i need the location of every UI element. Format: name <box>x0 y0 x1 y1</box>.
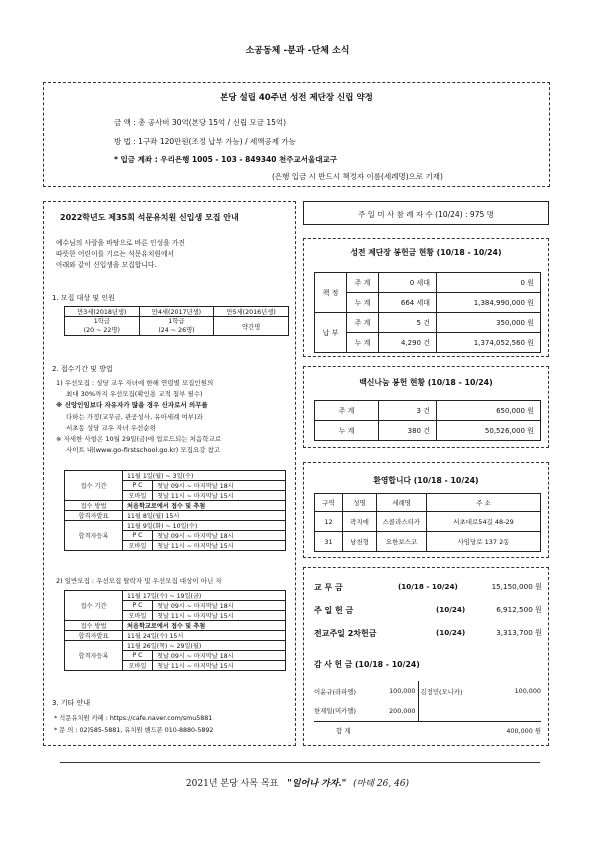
table-cell: 처음학교로에서 접수 및 추첨 <box>123 501 286 511</box>
table-header: 성명 <box>343 494 377 512</box>
kindergarten-box <box>43 201 296 746</box>
table-cell: 50,526,000 원 <box>437 421 541 441</box>
table-cell: 합격자발표 <box>65 631 123 641</box>
table-cell: 11월 1일(월) ~ 3일(수) <box>123 471 286 481</box>
table-cell: P C <box>123 601 153 611</box>
intro-line: 예수님의 사랑을 바탕으로 바른 인성을 가진 <box>56 239 185 247</box>
table-cell: 곽지애 <box>343 512 377 532</box>
footer <box>0 776 595 789</box>
footer-ref: (마태 26, 46) <box>353 779 410 789</box>
pledge-amount: 금 액 : 총 공사비 30억(본당 15억 / 신립 모금 15억) <box>114 118 287 127</box>
thanks-table <box>314 681 541 739</box>
offering-period: (10/24) <box>436 628 466 637</box>
total-amount: 400,000 원 <box>506 726 541 735</box>
general-recruit: 2) 일반모집 : 우선모집 탈락자 및 우선모집 대상이 아닌 자 <box>56 577 222 585</box>
offering-amount: 6,912,500 원 <box>496 605 542 614</box>
table-cell: 380 건 <box>379 421 437 441</box>
intro-line: 아래와 같이 신입생을 모집합니다. <box>56 261 157 269</box>
welcome-title: 환영합니다 (10/18 - 10/24) <box>373 476 479 485</box>
group-label: 책 정 <box>315 273 347 313</box>
welcome-box <box>303 462 549 558</box>
table-header: 만5세(2016년생) <box>214 307 289 317</box>
offering-label: 전교주일 2차헌금 <box>314 629 377 638</box>
table-cell: 요한보스코 <box>377 532 427 552</box>
footer-text: 2021년 본당 사목 목표 <box>185 779 279 789</box>
table-cell: P C <box>123 481 153 491</box>
offering-period: (10/24) <box>436 605 466 614</box>
table-cell: 약간명 <box>214 317 289 336</box>
contact-info: * 문 의 : 02)585-5881, 유치원 핸드폰 010-8880-5892 <box>54 727 214 734</box>
table-header: 만4세(2017년생) <box>139 307 214 317</box>
footer-divider <box>60 762 540 763</box>
pledge-box <box>43 82 550 187</box>
table-cell: 서초대로54길 48-29 <box>427 512 541 532</box>
footer-quote: "일어나 가자." <box>287 779 347 789</box>
table-cell: 31 <box>315 532 343 552</box>
offering-amount: 3,313,700 원 <box>496 628 542 637</box>
table-cell: 첫날 09시 ~ 마지막날 18시 <box>153 651 286 661</box>
table-header: 구역 <box>315 494 343 512</box>
table-cell: 첫날 11시 ~ 마지막날 15시 <box>153 541 286 551</box>
table-cell: 합격자등록 <box>65 641 123 671</box>
text-line: 서초동 성당 교우 자녀 우선순위 <box>66 423 156 432</box>
table-cell: 누 계 <box>347 333 379 353</box>
donor-name <box>418 701 484 721</box>
kinder-title: 2022학년도 제35회 석문유치원 신입생 모집 안내 <box>60 213 239 222</box>
pledge-account: * 입금 계좌 : 우리은행 1005 - 103 - 849340 천주교서울대교구 <box>114 155 338 164</box>
table-cell: 합격자발표 <box>65 511 123 521</box>
intro-line: 따뜻한 어린이를 기르는 석문유치원에서 <box>56 250 175 258</box>
table-cell: 첫날 11시 ~ 마지막날 15시 <box>153 661 286 671</box>
donor-amount: 100,000 <box>372 681 418 701</box>
table-cell: 사임당로 137 2동 <box>427 532 541 552</box>
altar-table <box>314 272 541 353</box>
table-cell: 5 건 <box>379 313 437 333</box>
table-cell: 650,000 원 <box>437 401 541 421</box>
table-cell: 첫날 09시 ~ 마지막날 18시 <box>153 531 286 541</box>
table-cell: 12 <box>315 512 343 532</box>
table-cell: P C <box>123 531 153 541</box>
recruit-table <box>64 306 289 336</box>
table-cell: 누 계 <box>347 293 379 313</box>
table-cell: 4,290 건 <box>379 333 437 353</box>
kinder-sec1: 1. 모집 대상 및 인원 <box>52 294 115 302</box>
table-cell: 1,384,990,000 원 <box>437 293 541 313</box>
table-cell: 누 계 <box>315 421 379 441</box>
table-cell: 합격자등록 <box>65 521 123 551</box>
table-cell: 첫날 09시 ~ 마지막날 18시 <box>153 601 286 611</box>
donor-amount <box>484 701 541 721</box>
donor-name: 이윤규(라파엘) <box>314 687 357 696</box>
vaccine-offering-box <box>303 366 549 448</box>
kinder-intro <box>56 238 185 271</box>
schedule-table-priority <box>64 470 286 551</box>
welcome-table <box>314 493 541 552</box>
table-cell: 첫날 11시 ~ 마지막날 15시 <box>153 491 286 501</box>
text-line: 다하는 가정(교무금, 관공성사, 유아세례 여부)과 <box>66 412 203 421</box>
priority-text <box>56 378 221 456</box>
text-line: 1) 우선모집 : 성당 교우 자녀에 한해 연령별 모집인원의 <box>56 379 214 387</box>
cafe-link[interactable]: * 석문유치원 카페 : https://cafe.naver.com/smu5881 <box>54 715 213 722</box>
text-line: 최대 30%까지 우선모집(확인용 교적 첨부 필수) <box>66 390 203 399</box>
table-cell: 11월 8일(월) 15시 <box>123 511 286 521</box>
vaccine-table <box>314 400 541 441</box>
table-cell: 0 세대 <box>379 273 437 293</box>
offering-period: (10/18 - 10/24) <box>398 582 458 591</box>
kinder-etc <box>54 713 213 737</box>
altar-title: 성전 제단장 봉헌금 현황 (10/18 - 10/24) <box>350 248 502 257</box>
table-cell: 3 건 <box>379 401 437 421</box>
table-cell: 처음학교로에서 접수 및 추첨 <box>123 621 286 631</box>
offering-label: 교 무 금 <box>314 583 343 592</box>
table-header: 주 소 <box>427 494 541 512</box>
table-cell: 주 계 <box>347 313 379 333</box>
table-cell: 11월 9일(화) ~ 10일(수) <box>123 521 286 531</box>
mass-attendance: 주 일 미 사 참 례 자 수 (10/24) : 975 명 <box>358 210 494 219</box>
table-cell: 접수 방법 <box>65 501 123 511</box>
table-cell: 첫날 09시 ~ 마지막날 18시 <box>153 481 286 491</box>
table-cell: P C <box>123 651 153 661</box>
table-cell: 0 원 <box>437 273 541 293</box>
donor-amount: 100,000 <box>514 687 541 695</box>
table-cell: 1,374,052,560 원 <box>437 333 541 353</box>
text-line: ※ 신앙인임보다 자유자가 많을 경우 신자로서 의무를 <box>56 401 208 410</box>
table-cell: 11월 17일(수) ~ 19일(금) <box>123 591 286 601</box>
text-line: ※ 자세한 사항은 10월 29일(금)에 업로드되는 처음학교로 <box>56 435 222 444</box>
table-cell: 모바일 <box>123 491 153 501</box>
mass-attendance-box <box>303 201 549 225</box>
pledge-note: (은행 입금 시 반드시 책정자 이름(세례명)으로 기재) <box>272 172 443 181</box>
pledge-method: 방 법 : 1구좌 120만원(조정 납부 가능) / 세액공제 가능 <box>114 137 296 146</box>
donor-amount: 200,000 <box>372 701 418 721</box>
offering-label: 주 일 헌 금 <box>314 606 354 615</box>
table-cell: 스콜라스티카 <box>377 512 427 532</box>
offerings-box <box>303 567 549 746</box>
offering-amount: 15,150,000 원 <box>491 582 542 591</box>
table-cell: 남천형 <box>343 532 377 552</box>
text-line: 사이트 내(www.go-firstschool.go.kr) 모집요강 참고 <box>66 446 221 455</box>
table-cell: 11월 24일(수) 15시 <box>123 631 286 641</box>
table-cell: 1학급 (24 ~ 26명) <box>139 317 214 336</box>
group-label: 납 부 <box>315 313 347 353</box>
schedule-table-general <box>64 590 286 671</box>
kinder-sec3: 3. 기타 안내 <box>52 699 91 707</box>
table-cell: 접수 기간 <box>65 471 123 501</box>
table-cell: 664 세대 <box>379 293 437 313</box>
table-cell: 접수 방법 <box>65 621 123 631</box>
table-header: 세례명 <box>377 494 427 512</box>
section-header: 소공동체 -분과 -단체 소식 <box>245 46 350 56</box>
table-cell: 모바일 <box>123 611 153 621</box>
table-cell: 11월 26일(목) ~ 29일(월) <box>123 641 286 651</box>
thanks-title: 감 사 헌 금 (10/18 - 10/24) <box>314 660 420 669</box>
kinder-sec2: 2. 접수기간 및 방법 <box>52 365 113 373</box>
donor-name: 김정민(모니카) <box>420 687 463 696</box>
table-cell: 350,000 원 <box>437 313 541 333</box>
table-cell: 1학급 (20 ~ 22명) <box>65 317 140 336</box>
table-cell: 모바일 <box>123 541 153 551</box>
table-header: 만3세(2018년생) <box>65 307 140 317</box>
table-cell: 주 계 <box>315 401 379 421</box>
altar-offering-box <box>303 238 549 357</box>
table-cell: 주 계 <box>347 273 379 293</box>
table-cell: 첫날 11시 ~ 마지막날 15시 <box>153 611 286 621</box>
table-cell: 모바일 <box>123 661 153 671</box>
total-label: 합 계 <box>336 726 351 735</box>
donor-name: 한재일(미카엘) <box>314 707 357 716</box>
pledge-title: 본당 설립 40주년 성전 제단장 신립 약정 <box>220 93 373 103</box>
vaccine-title: 백신나눔 봉헌 현황 (10/18 - 10/24) <box>359 378 493 387</box>
table-cell: 접수 기간 <box>65 591 123 621</box>
